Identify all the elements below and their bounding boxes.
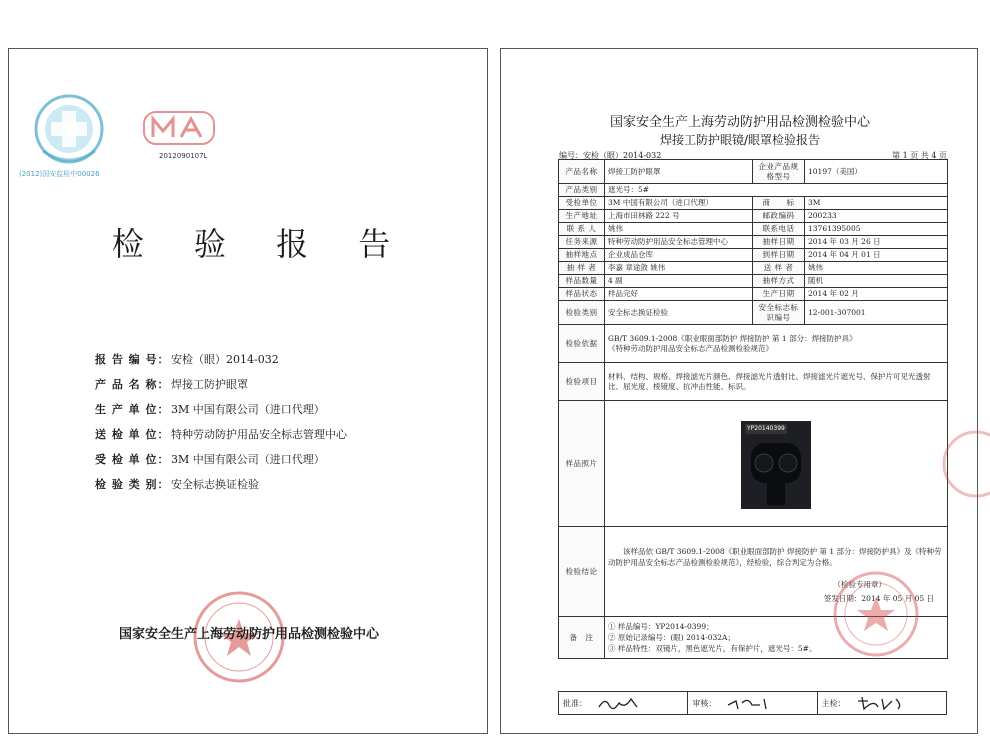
table-cell-label: 样品照片 (559, 401, 605, 527)
report-subtitle: 焊接工防护眼镜/眼罩检验报告 (659, 133, 821, 147)
table-cell-label: 联 系 人 (559, 223, 605, 236)
table-cell: 样品完好 (605, 288, 753, 301)
signature-row (558, 691, 947, 715)
table-cell: 遮光号：5# (605, 184, 948, 197)
table-cell: 2014 年 04 月 01 日 (805, 249, 948, 262)
table-cell: 2014 年 03 月 26 日 (805, 236, 948, 249)
field-label: 受 检 单 位： (95, 452, 170, 466)
table-row (559, 288, 948, 301)
table-cell: 4 副 (605, 275, 753, 288)
field-value: 3M 中国有限公司（进口代理） (171, 452, 325, 466)
basis-standard: GB/T 3609.1-2008《职业眼面部防护 焊接防护 第 1 部分：焊接防护具》 (608, 333, 857, 343)
table-cell-label: 安全标志标识编号 (753, 301, 805, 325)
table-cell-label: 到样日期 (753, 249, 805, 262)
inspection-seal-label: （检验专用章） (833, 579, 886, 589)
table-cell-label: 送 样 者 (753, 262, 805, 275)
table-cell: 12-001-307001 (805, 301, 948, 325)
table-cell: 200233 (805, 210, 948, 223)
safety-certification-logo (29, 91, 109, 179)
table-cell: 特种劳动防护用品安全标志管理中心 (605, 236, 753, 249)
table-cell: 13761395005 (805, 223, 948, 236)
table-cell-label: 企业产品规格型号 (753, 160, 805, 184)
field-label: 产 品 名 称： (95, 377, 170, 391)
table-cell (605, 325, 948, 363)
official-seal-stamp (831, 569, 921, 659)
remark-item: ③ 样品特性：双镜片，黑色遮光片，有保护片，遮光号：5#。 (608, 644, 817, 653)
table-cell-label: 样品状态 (559, 288, 605, 301)
issue-date: 签发日期：2014 年 05 月 05 日 (823, 593, 934, 603)
handwritten-signature (856, 695, 906, 711)
remark-item: ② 原始记录编号：(眼) 2014-032A； (608, 633, 735, 642)
approver-signature (559, 692, 688, 714)
signature-label: 主检： (821, 698, 846, 708)
page-indicator: 第 1 页 共 4 页 (892, 151, 947, 160)
report-cover-page (8, 48, 488, 734)
table-cell-label: 检验类别 (559, 301, 605, 325)
list-item (95, 446, 455, 471)
report-number: 编号：安检（眼）2014-032 (559, 151, 662, 160)
seam-seal-stamp (941, 429, 990, 499)
basis-specification: 《特种劳动防护用品安全标志产品检测检验规范》 (608, 343, 773, 353)
table-cell-label: 样品数量 (559, 275, 605, 288)
table-cell-label: 产品类别 (559, 184, 605, 197)
table-cell: 姚伟 (605, 223, 753, 236)
table-cell: 上海市田林路 222 号 (605, 210, 753, 223)
field-value: 安检（眼）2014-032 (171, 352, 279, 366)
table-cell-label: 抽样地点 (559, 249, 605, 262)
table-row (559, 325, 948, 363)
table-cell: 材料、结构、规格、焊接滤光片颜色、焊接滤光片透射比、焊接滤光片遮光号、保护片可见光透射比、屈光度、棱镜度、抗冲击性能、标识。 (605, 363, 948, 401)
field-label: 生 产 单 位： (95, 402, 170, 416)
table-cell: 姚伟 (805, 262, 948, 275)
sample-photo-cell (605, 401, 948, 527)
table-cell-label: 检验结论 (559, 527, 605, 617)
table-cell: 焊接工防护眼罩 (605, 160, 753, 184)
reviewer-signature (688, 692, 817, 714)
table-cell: 安全标志换证检验 (605, 301, 753, 325)
certification-number: (2012)国安监检中00026 (19, 170, 100, 178)
table-row (559, 197, 948, 210)
conclusion-text: 该样品依 GB/T 3609.1-2008《职业眼面部防护 焊接防护 第 1 部分：焊接防护具》及《特种劳动防护用品安全标志产品检测检验规范》，经检验，综合判定为合格。 (608, 546, 942, 567)
table-row (559, 363, 948, 401)
cma-mark (143, 111, 215, 145)
table-cell: 随机 (805, 275, 948, 288)
table-cell-label: 抽 样 者 (559, 262, 605, 275)
table-row (559, 262, 948, 275)
list-item (95, 346, 455, 371)
table-row (559, 210, 948, 223)
table-cell: 企业成品仓库 (605, 249, 753, 262)
field-label: 送 检 单 位： (95, 427, 170, 441)
field-value: 安全标志换证检验 (171, 477, 259, 491)
table-cell: 10197（美国） (805, 160, 948, 184)
table-cell-label: 抽样方式 (753, 275, 805, 288)
list-item (95, 396, 455, 421)
table-row (559, 275, 948, 288)
table-cell: 3M (805, 197, 948, 210)
table-row (559, 160, 948, 184)
handwritten-signature (597, 695, 647, 711)
table-cell: 李嘉 章途敛 姚伟 (605, 262, 753, 275)
table-cell: 2014 年 02 月 (805, 288, 948, 301)
inspector-signature (818, 692, 946, 714)
table-cell-label: 商 标 (753, 197, 805, 210)
table-cell-label: 检验依据 (559, 325, 605, 363)
cma-number: 2012090107L (159, 152, 208, 160)
table-cell-label: 产品名称 (559, 160, 605, 184)
page-title: 检 验 报 告 (111, 225, 411, 263)
field-label: 检 验 类 别： (95, 477, 170, 491)
signature-label: 审核： (692, 698, 717, 708)
table-row (559, 236, 948, 249)
sample-photo (741, 421, 811, 509)
report-info-list (95, 346, 455, 496)
table-cell-label: 抽样日期 (753, 236, 805, 249)
table-cell-label: 邮政编码 (753, 210, 805, 223)
table-cell-label: 联系电话 (753, 223, 805, 236)
list-item (95, 421, 455, 446)
table-row (559, 301, 948, 325)
table-row (559, 401, 948, 527)
list-item (95, 371, 455, 396)
table-cell-label: 受检单位 (559, 197, 605, 210)
field-label: 报 告 编 号： (95, 352, 170, 366)
list-item (95, 471, 455, 496)
handwritten-signature (726, 695, 776, 711)
remark-item: ① 样品编号：YP2014-0399； (608, 622, 714, 631)
table-cell-label: 检验项目 (559, 363, 605, 401)
table-row (559, 184, 948, 197)
table-row (559, 223, 948, 236)
table-cell-label: 备 注 (559, 617, 605, 659)
photo-tag: YP20140399 (747, 425, 785, 432)
issuing-center-name: 国家安全生产上海劳动防护用品检测检验中心 (118, 627, 379, 642)
table-cell-label: 任务来源 (559, 236, 605, 249)
table-row (559, 249, 948, 262)
field-value: 3M 中国有限公司（进口代理） (171, 402, 325, 416)
inspection-report-page (500, 48, 978, 734)
table-cell-label: 生产地址 (559, 210, 605, 223)
table-cell-label: 生产日期 (753, 288, 805, 301)
table-cell: 3M 中国有限公司（进口代理） (605, 197, 753, 210)
goggle-icon (741, 421, 811, 509)
signature-label: 批准： (563, 698, 587, 708)
field-value: 焊接工防护眼罩 (171, 377, 248, 391)
report-header-title: 国家安全生产上海劳动防护用品检测检验中心 (609, 115, 870, 130)
field-value: 特种劳动防护用品安全标志管理中心 (171, 427, 347, 441)
